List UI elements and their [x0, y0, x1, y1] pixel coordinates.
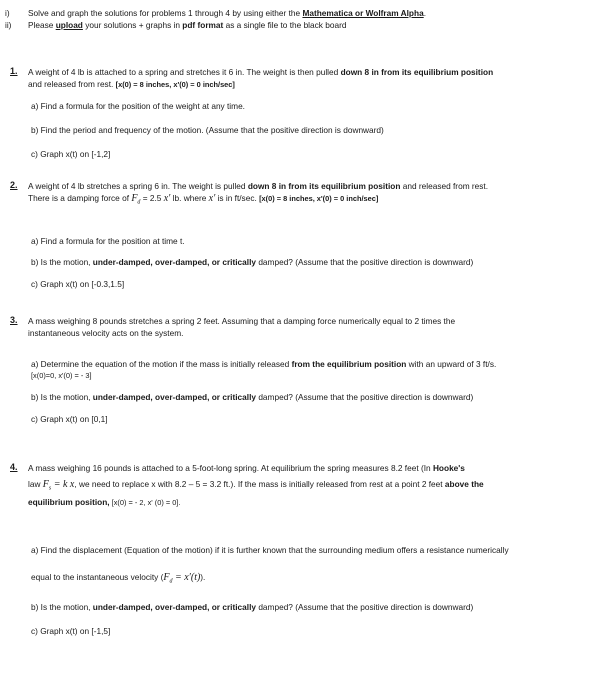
damping-force-symbol: F [131, 193, 138, 204]
problem-1-number: 1. [10, 66, 18, 76]
problem-3-line1: A mass weighing 8 pounds stretches a spring 2 feet. Assuming that a damping force numerically equal to 2 times the [28, 316, 456, 326]
problem-2-part-c: c) Graph x(t) on [-0.3,1.5] [31, 279, 125, 289]
instruction-i [5, 8, 10, 18]
problem-1-part-c: c) Graph x(t) on [-1,2] [31, 149, 111, 159]
problem-4-initial-conditions: [x(0) = - 2, x' (0) = 0]. [109, 498, 181, 507]
problem-3-part-b: b) Is the motion, under-damped, over-damped, or critically damped? (Assume that the positive direction is downward) [31, 392, 474, 402]
problem-3-part-a: a) Determine the equation of the motion if the mass is initially released from the equilibrium position with an upward of 3 ft/s. [31, 359, 497, 369]
problem-2-number: 2. [10, 180, 18, 190]
problem-4-part-b: b) Is the motion, under-damped, over-damped, or critically damped? (Assume that the positive direction is downward) [31, 602, 474, 612]
problem-3-line2: instantaneous velocity acts on the system. [28, 328, 184, 338]
problem-4-line3: equilibrium position, [x(0) = - 2, x' (0) = 0]. [28, 497, 181, 507]
spring-force-symbol: F [42, 479, 49, 490]
problem-4-number: 4. [10, 462, 18, 472]
problem-1-initial-conditions: [x(0) = 8 inches, x'(0) = 0 inch/sec] [115, 80, 235, 89]
problem-3-part-c: c) Graph x(t) on [0,1] [31, 414, 108, 424]
problem-1-line1: A weight of 4 lb is attached to a spring and stretches it 6 in. The weight is then pulled down 8 in from its equilibrium position [28, 67, 494, 77]
mathematica-wolfram-link: Mathematica or Wolfram Alpha [302, 8, 424, 18]
instruction-i-text: Solve and graph the solutions for problems 1 through 4 by using either the Mathematica or Wolfram Alpha. [28, 8, 426, 18]
instruction-ii-text: Please upload your solutions + graphs in pdf format as a single file to the black board [28, 20, 347, 30]
problem-2-part-a: a) Find a formula for the position at time t. [31, 236, 185, 246]
problem-2-initial-conditions: [x(0) = 8 inches, x'(0) = 0 inch/sec] [259, 194, 379, 203]
problem-1-part-b: b) Find the period and frequency of the motion. (Assume that the positive direction is downward) [31, 125, 384, 135]
problem-3-initial-conditions: [x(0)=0, x'(0) = - 3] [31, 371, 92, 380]
instruction-ii [5, 20, 11, 30]
problem-4-part-a-line2: equal to the instantaneous velocity $(F_d = x'(t))$. [31, 572, 206, 585]
problem-2-line2: There is a damping force of $F_d = 2.5$ x′ lb. where x′ is in ft/sec. [x(0) = 8 inches, x'(0) = 0 inch/sec] [28, 193, 379, 206]
problem-1-line2: and released from rest. [x(0) = 8 inches, x'(0) = 0 inch/sec] [28, 79, 235, 89]
problem-4-part-a-line1: a) Find the displacement (Equation of the motion) if it is further known that the surrounding medium offers a resistance numerically [31, 545, 509, 555]
problem-3-number: 3. [10, 315, 18, 325]
instruction-ii-marker: ii) [5, 20, 12, 30]
problem-4-part-c: c) Graph x(t) on [-1,5] [31, 626, 111, 636]
problem-2-line1: A weight of 4 lb stretches a spring 6 in. The weight is pulled down 8 in from its equilibrium position and released from rest. [28, 181, 489, 191]
problem-2-part-b: b) Is the motion, under-damped, over-damped, or critically damped? (Assume that the positive direction is downward) [31, 257, 474, 267]
instruction-i-marker: i) [5, 8, 10, 18]
problem-4-line1: A mass weighing 16 pounds is attached to a 5-foot-long spring. At equilibrium the spring measures 8.2 feet (In Hooke's [28, 463, 465, 473]
problem-1-part-a: a) Find a formula for the position of the weight at any time. [31, 101, 245, 111]
problem-4-line2: law $F_s = k$ x, we need to replace x with 8.2 – 5 = 3.2 ft.). If the mass is initially released from rest at a point 2 feet above the [28, 479, 484, 492]
